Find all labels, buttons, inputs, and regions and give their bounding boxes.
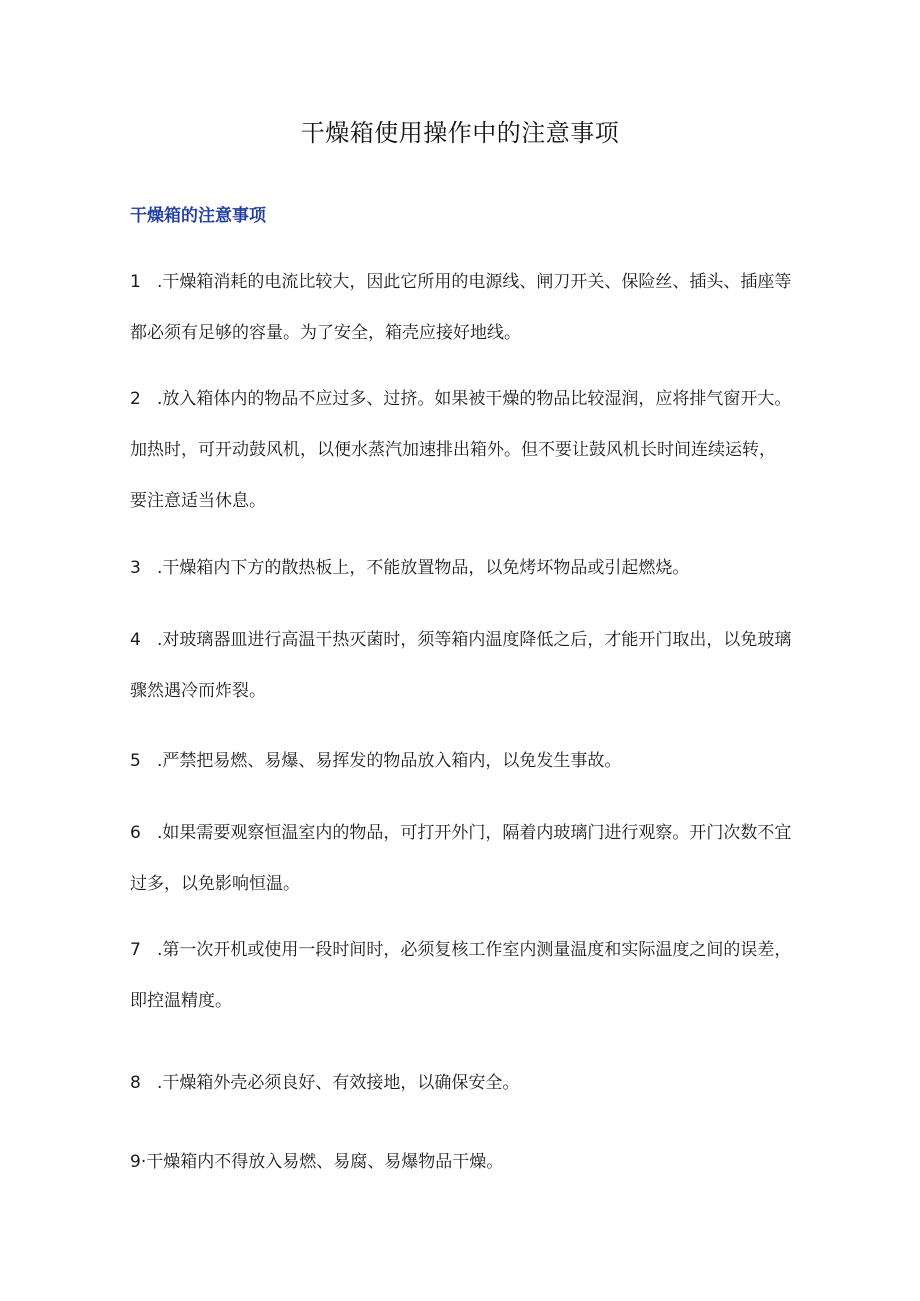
- list-item-text: .干燥箱外壳必须良好、有效接地，以确保安全。: [157, 1073, 520, 1093]
- list-item-line: [130, 808, 850, 859]
- list-item-number: 6: [130, 823, 141, 843]
- list-item-text: .放入箱体内的物品不应过多、过挤。如果被干燥的物品比较湿润，应将排气窗开大。: [157, 389, 792, 409]
- list-item-text: .严禁把易燃、易爆、易挥发的物品放入箱内，以免发生事故。: [157, 751, 622, 771]
- list-item-line: [130, 925, 850, 976]
- list-item: [130, 925, 850, 1027]
- list-item-text: .第一次开机或使用一段时间时，必须复核工作室内测量温度和实际温度之间的误差，: [157, 940, 792, 960]
- list-item-number: 3: [130, 558, 141, 578]
- list-item-number: 8: [130, 1073, 141, 1093]
- list-item: [130, 1058, 850, 1109]
- list-item-number: 1: [130, 272, 141, 292]
- list-item: [130, 257, 850, 359]
- list-item: [130, 374, 850, 527]
- list-item: [130, 808, 850, 910]
- list-item-text: 都必须有足够的容量。为了安全，箱壳应接好地线。: [130, 323, 521, 343]
- list-item-text: 过多，以免影响恒温。: [130, 874, 300, 894]
- list-item-number: 4: [130, 630, 141, 650]
- list-item: [130, 615, 850, 717]
- list-item-text: .干燥箱内下方的散热板上，不能放置物品，以免烤坏物品或引起燃烧。: [157, 558, 690, 578]
- list-item-line: [130, 374, 850, 425]
- list-item-text: 9·干燥箱内不得放入易燃、易腐、易爆物品干燥。: [130, 1152, 504, 1172]
- list-item-text: .干燥箱消耗的电流比较大，因此它所用的电源线、闸刀开关、保险丝、插头、插座等: [157, 272, 792, 292]
- section-heading: 干燥箱的注意事项: [130, 206, 266, 226]
- list-item-text: 加热时，可开动鼓风机，以便水蒸汽加速排出箱外。但不要让鼓风机长时间连续运转，: [130, 440, 776, 460]
- list-item-line: [130, 1058, 850, 1109]
- list-item-text: .如果需要观察恒温室内的物品，可打开外门，隔着内玻璃门进行观察。开门次数不宜: [157, 823, 792, 843]
- list-item: [130, 736, 850, 787]
- list-item-number: 7: [130, 940, 141, 960]
- list-item-number: 5: [130, 751, 141, 771]
- list-item: [130, 1137, 850, 1188]
- list-item-line: [130, 543, 850, 594]
- list-item-line: [130, 736, 850, 787]
- list-item: [130, 543, 850, 594]
- list-item-text: .对玻璃器皿进行高温干热灭菌时，须等箱内温度降低之后，才能开门取出，以免玻璃: [157, 630, 792, 650]
- list-item-line: [130, 257, 850, 308]
- list-item-text: 即控温精度。: [130, 991, 232, 1011]
- list-item-number: 2: [130, 389, 141, 409]
- list-item-line: [130, 615, 850, 666]
- list-item-text: 骤然遇冷而炸裂。: [130, 681, 266, 701]
- page-title: 干燥箱使用操作中的注意事项: [300, 119, 620, 147]
- list-item-text: 要注意适当休息。: [130, 491, 266, 511]
